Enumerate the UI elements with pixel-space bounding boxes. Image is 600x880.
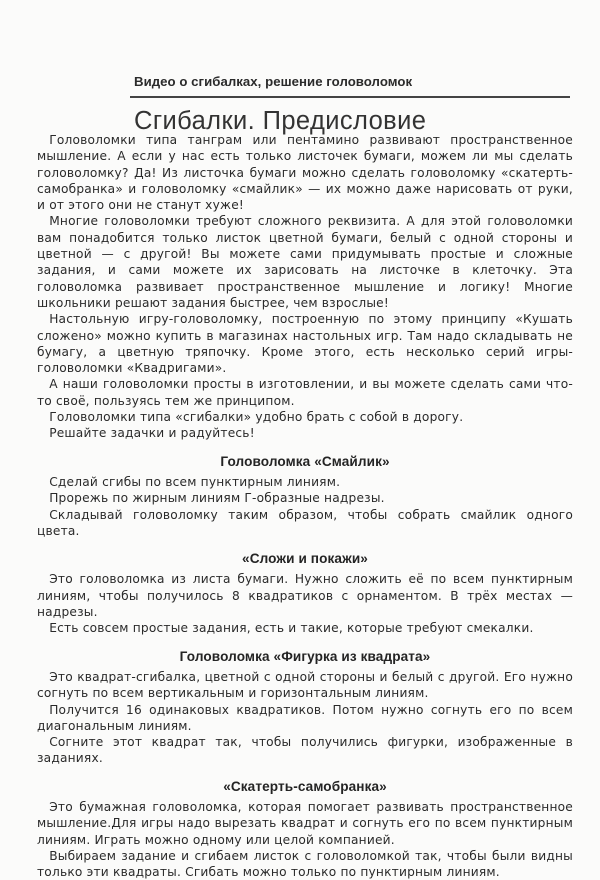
- preface-paragraph: Многие головоломки требуют сложного реквизита. А для этой головоломки вам понадобится только листок цветной бумаги, белый с одной стороны и цветной — с другой! Вы можете сами придумывать простые и сложные задания, и сами можете их зарисовать на листочке в клеточку. Эта головоломка развивает пространственное мышление и логику! Многие школьники решают задания быстрее, чем взрослые!: [37, 214, 573, 310]
- header-rule: [130, 96, 570, 98]
- section-heading-tablecloth: «Скатерть-самобранка»: [223, 778, 387, 794]
- section-paragraph: Это квадрат-сгибалка, цветной с одной стороны и белый с другой. Его нужно согнуть по всем вертикальным и горизонтальным линиям.: [37, 669, 573, 701]
- preface-paragraph: А наши головоломки просты в изготовлении, и вы можете сделать сами что-то своё, пользуясь тем же принципом.: [37, 377, 573, 408]
- running-head: Видео о сгибалках, решение головоломок: [134, 74, 413, 89]
- page-title: Сгибалки. Предисловие: [134, 107, 427, 135]
- section-paragraph: Выбираем задание и сгибаем листок с головоломкой так, чтобы были видны только эти квадраты. Сгибать можно только по пунктирным линиям.: [37, 848, 573, 880]
- preface-paragraph: Настольную игру-головоломку, построенную по этому принципу «Кушать сложено» можно купить в магазинах настольных игр. Там надо складывать не бумагу, а цветную тряпочку. Кроме этого, есть несколько серий игры-головоломки «Квадригами».: [37, 312, 573, 376]
- section-heading-square-figure: Головоломка «Фигурка из квадрата»: [179, 648, 431, 664]
- section-paragraph: Получится 16 одинаковых квадратиков. Потом нужно согнуть его по всем диагональным линиям.: [37, 702, 573, 733]
- section-paragraph: Складывай головоломку таким образом, чтобы собрать смайлик одного цвета.: [37, 507, 573, 538]
- preface-paragraph: Решайте задачки и радуйтесь!: [49, 426, 255, 441]
- section-paragraph: Есть совсем простые задания, есть и такие, которые требуют смекалки.: [49, 621, 534, 636]
- section-heading-fold-and-show: «Сложи и покажи»: [242, 551, 368, 567]
- section-heading-smiley: Головоломка «Смайлик»: [220, 453, 390, 469]
- section-paragraph: Прорежь по жирным линиям Г-образные надрезы.: [49, 491, 385, 506]
- section-paragraph: Согните этот квадрат так, чтобы получились фигурки, изображенные в заданиях.: [37, 735, 573, 766]
- section-paragraph: Это головоломка из листа бумаги. Нужно сложить её по всем пунктирным линиям, чтобы получилось 8 квадратиков с орнаментом. В трёх местах — надрезы.: [37, 572, 573, 620]
- preface-paragraph: Головоломки типа «сгибалки» удобно брать с собой в дорогу.: [49, 410, 464, 425]
- text-body: [37, 132, 573, 880]
- preface-paragraph: Головоломки типа танграм или пентамино развивают пространственное мышление. А если у нас есть только листочек бумаги, можем ли мы сделать головоломку? Да! Из листочка бумаги можно сделать головоломку «скатерть-самобранка» и головоломку «смайлик» — их можно даже нарисовать от руки, и от этого они не станут хуже!: [37, 133, 573, 213]
- section-paragraph: Сделай сгибы по всем пунктирным линиям.: [49, 474, 341, 489]
- section-paragraph: Это бумажная головоломка, которая помогает развивать пространственное мышление.Для игры надо вырезать квадрат и согнуть его по всем пунктирным линиям. Играть можно одному или целой компанией.: [37, 799, 573, 847]
